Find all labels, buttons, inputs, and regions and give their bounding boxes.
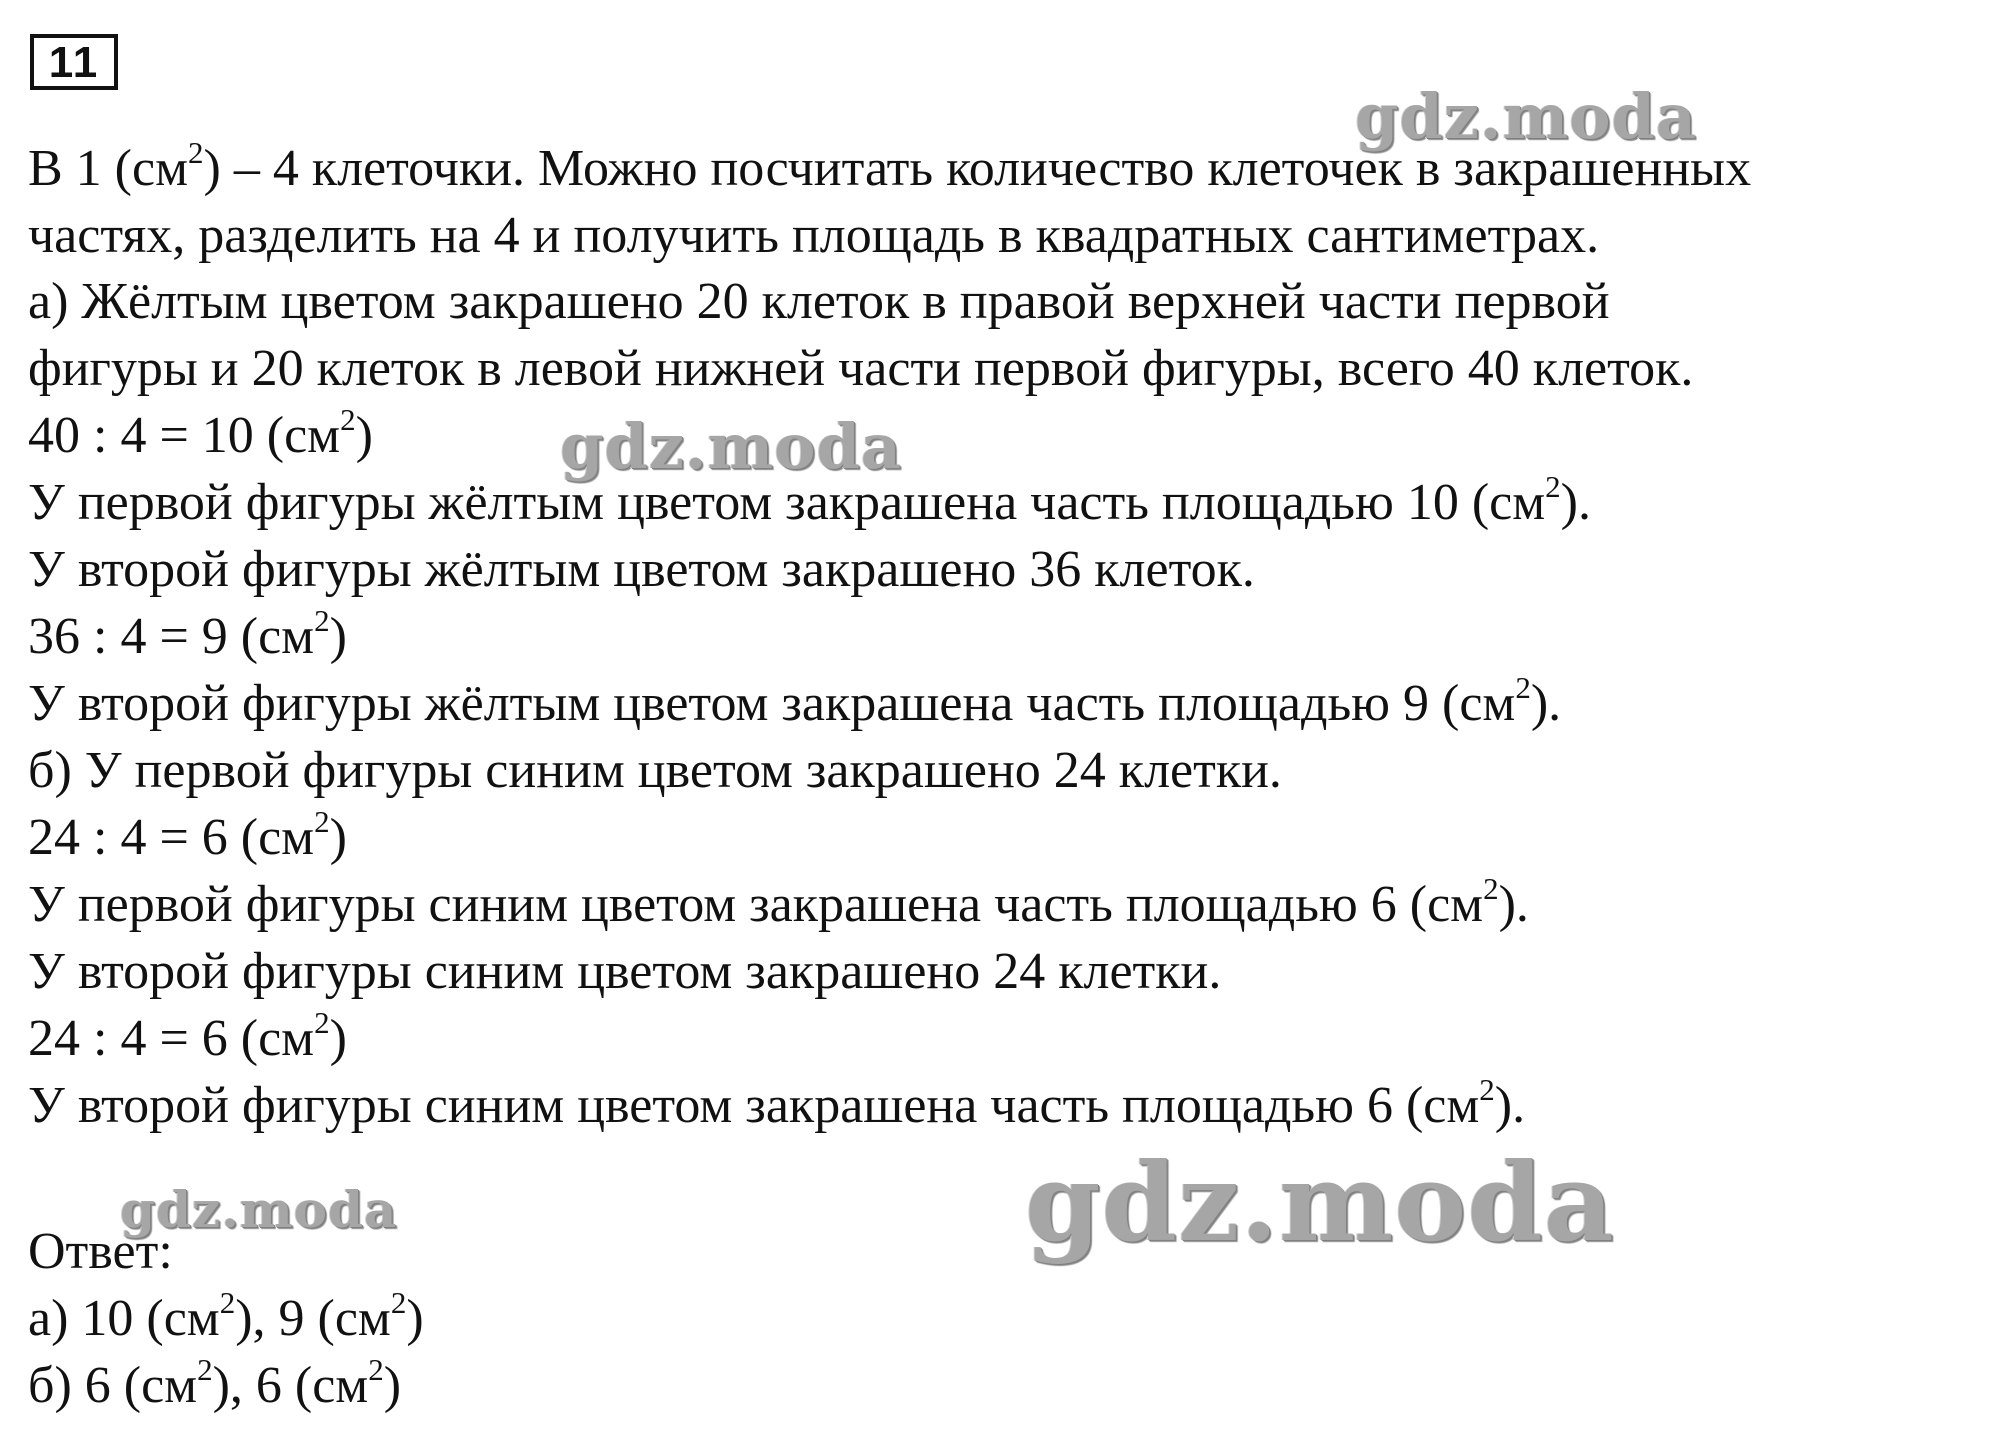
text-line-6: У первой фигуры жёлтым цветом закрашена часть площадью 10 $(см^2)$. xyxy=(28,468,1591,531)
text-line-10: б) У первой фигуры синим цветом закрашено 24 клетки. xyxy=(28,742,1282,799)
text-line-1: В 1 $(см^2) - 4$ клеточки. Можно посчитать количество клеточек в закрашенных xyxy=(28,134,1752,197)
watermark-logo-bottom-left: gdz.moda xyxy=(120,1180,398,1239)
watermark-logo-middle: gdz.moda xyxy=(560,410,902,483)
text-line-13: У второй фигуры синим цветом закрашено 24 клетки. xyxy=(28,943,1222,1000)
text-line-2: частях, разделить на 4 и получить площадь в квадратных сантиметрах. xyxy=(28,207,1600,264)
text-line-4: фигуры и 20 клеток в левой нижней части первой фигуры, всего 40 клеток. xyxy=(28,340,1694,397)
watermark-logo-top: gdz.moda xyxy=(1355,80,1697,153)
text-line-9: У второй фигуры жёлтым цветом закрашена часть площадью 9 $(см^2)$. xyxy=(28,669,1562,732)
text-line-15: У второй фигуры синим цветом закрашена часть площадью 6 $(см^2)$. xyxy=(28,1071,1526,1134)
task-number: 11 xyxy=(30,34,118,90)
text-line-5: 40 : 4 = 10 $(см^2)$ xyxy=(28,401,373,464)
text-line-11: 24 : 4 = 6 $(см^2)$ xyxy=(28,803,347,866)
text-line-7: У второй фигуры жёлтым цветом закрашено 36 клеток. xyxy=(28,541,1255,598)
answer-b: б) 6 $(см^2)$, 6 $(см^2)$ xyxy=(28,1351,402,1414)
text-line-8: 36 : 4 = 9 $(см^2)$ xyxy=(28,602,347,665)
text-line-14: 24 : 4 = 6 $(см^2)$ xyxy=(28,1004,347,1067)
answer-a: а) 10 $(см^2)$, 9 $(см^2)$ xyxy=(28,1284,424,1347)
text-line-12: У первой фигуры синим цветом закрашена часть площадью 6 $(см^2)$. xyxy=(28,870,1529,933)
answer-label: Ответ: xyxy=(28,1223,173,1280)
text-line-3: а) Жёлтым цветом закрашено 20 клеток в правой верхней части первой xyxy=(28,273,1610,330)
watermark-logo-large: gdz.moda xyxy=(1025,1140,1615,1266)
